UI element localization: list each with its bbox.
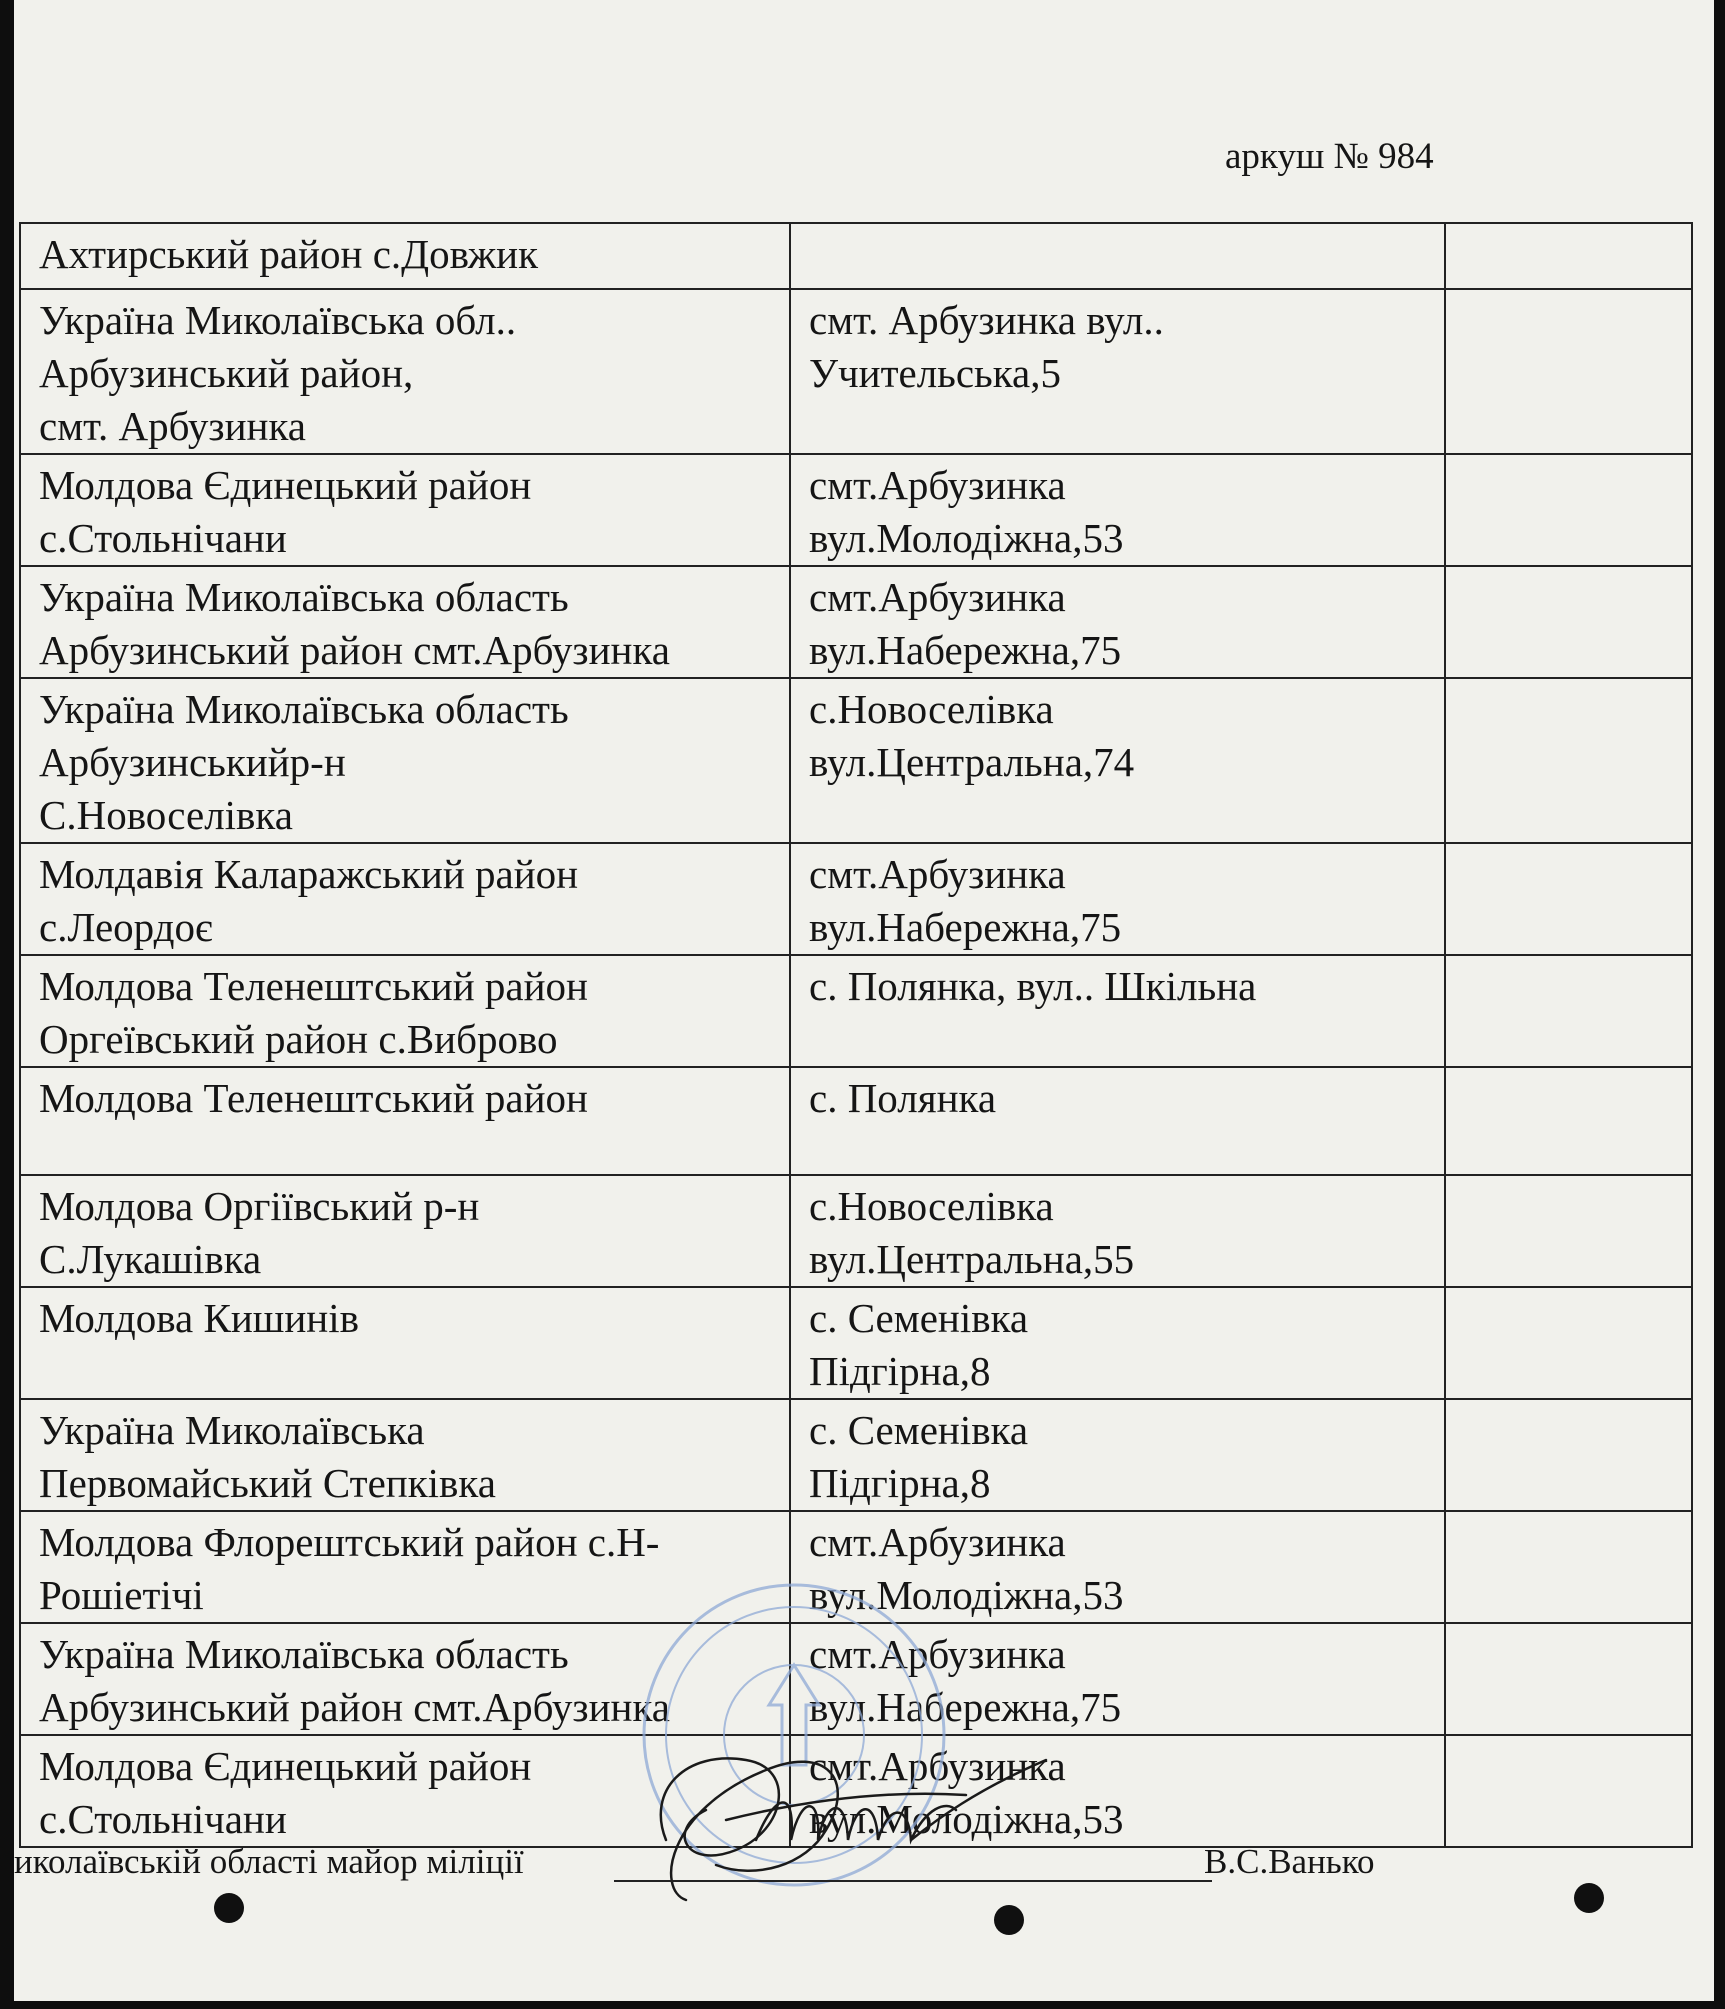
address-cell: смт.Арбузинка вул.Молодіжна,53	[790, 1735, 1445, 1847]
extra-cell	[1445, 289, 1692, 454]
address-cell: с. Полянка, вул.. Шкільна	[790, 955, 1445, 1067]
birthplace-cell: Україна Миколаївська область Арбузинський район смт.Арбузинка	[20, 566, 790, 678]
extra-cell	[1445, 1623, 1692, 1735]
address-cell: с.Новоселівка вул.Центральна,55	[790, 1175, 1445, 1287]
birthplace-cell: Молдова Теленештський район	[20, 1067, 790, 1175]
address-cell: смт.Арбузинка вул.Набережна,75	[790, 1623, 1445, 1735]
table-row	[20, 454, 1692, 566]
table-row	[20, 1399, 1692, 1511]
birthplace-cell: Молдова Флорештський район с.Н- Рошіетічі	[20, 1511, 790, 1623]
address-cell: с.Новоселівка вул.Центральна,74	[790, 678, 1445, 843]
address-cell: с. Семенівка Підгірна,8	[790, 1287, 1445, 1399]
signer-name: В.С.Ванько	[1204, 1842, 1375, 1881]
address-cell: смт.Арбузинка вул.Молодіжна,53	[790, 1511, 1445, 1623]
table-row	[20, 566, 1692, 678]
address-cell: с. Полянка	[790, 1067, 1445, 1175]
signer-position: иколаївській області майор міліції	[14, 1842, 524, 1881]
birthplace-cell: Україна Миколаївська обл.. Арбузинський район, смт. Арбузинка	[20, 289, 790, 454]
table-row	[20, 223, 1692, 289]
extra-cell	[1445, 843, 1692, 955]
extra-cell	[1445, 955, 1692, 1067]
extra-cell	[1445, 1067, 1692, 1175]
extra-cell	[1445, 678, 1692, 843]
birthplace-cell: Молдова Єдинецький район с.Стольнічани	[20, 454, 790, 566]
punch-hole	[994, 1905, 1024, 1935]
table-row	[20, 843, 1692, 955]
address-cell: смт.Арбузинка вул.Молодіжна,53	[790, 454, 1445, 566]
document-sheet	[14, 0, 1714, 2001]
punch-hole	[1574, 1883, 1604, 1913]
birthplace-cell: Україна Миколаївська Первомайський Степківка	[20, 1399, 790, 1511]
extra-cell	[1445, 454, 1692, 566]
table-row	[20, 1287, 1692, 1399]
extra-cell	[1445, 566, 1692, 678]
extra-cell	[1445, 1399, 1692, 1511]
table-row	[20, 955, 1692, 1067]
birthplace-cell: Молдова Оргіївський р-н С.Лукашівка	[20, 1175, 790, 1287]
address-cell: смт. Арбузинка вул.. Учительська,5	[790, 289, 1445, 454]
extra-cell	[1445, 223, 1692, 289]
table-row	[20, 1067, 1692, 1175]
signature-line	[614, 1880, 1212, 1882]
birthplace-cell: Україна Миколаївська область Арбузинський район смт.Арбузинка	[20, 1623, 790, 1735]
birthplace-cell: Молдова Кишинів	[20, 1287, 790, 1399]
address-cell	[790, 223, 1445, 289]
table-row	[20, 1175, 1692, 1287]
punch-hole	[214, 1893, 244, 1923]
address-cell: смт.Арбузинка вул.Набережна,75	[790, 566, 1445, 678]
sheet-number: аркуш № 984	[1225, 136, 1434, 177]
birthplace-cell: Україна Миколаївська область Арбузинськийр-н С.Новоселівка	[20, 678, 790, 843]
extra-cell	[1445, 1287, 1692, 1399]
birthplace-cell: Молдова Єдинецький район с.Стольнічани	[20, 1735, 790, 1847]
birthplace-cell: Молдова Теленештський район Оргеївський район с.Виброво	[20, 955, 790, 1067]
birthplace-cell: Молдавія Каларажський район с.Леордоє	[20, 843, 790, 955]
extra-cell	[1445, 1175, 1692, 1287]
birthplace-cell: Ахтирський район с.Довжик	[20, 223, 790, 289]
table-row	[20, 289, 1692, 454]
address-cell: смт.Арбузинка вул.Набережна,75	[790, 843, 1445, 955]
extra-cell	[1445, 1511, 1692, 1623]
extra-cell	[1445, 1735, 1692, 1847]
address-cell: с. Семенівка Підгірна,8	[790, 1399, 1445, 1511]
table-row	[20, 678, 1692, 843]
footer	[14, 1842, 1714, 1892]
